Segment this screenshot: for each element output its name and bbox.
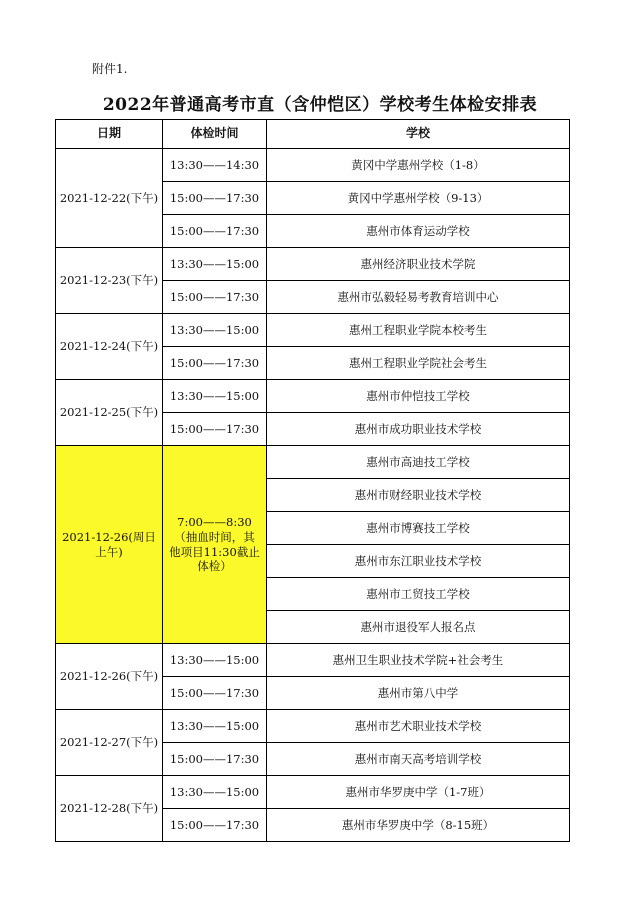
date-cell: 2021-12-25(下午): [56, 380, 163, 446]
table-row: [56, 776, 570, 809]
time-cell: 13:30——15:00: [163, 710, 267, 743]
header-school: 学校: [267, 120, 570, 149]
time-cell: 13:30——14:30: [163, 149, 267, 182]
attachment-label: 附件1.: [92, 62, 128, 76]
school-cell: 惠州市成功职业技术学校: [267, 413, 570, 446]
school-cell: 黄冈中学惠州学校（9-13）: [267, 182, 570, 215]
school-cell: 惠州市退役军人报名点: [267, 611, 570, 644]
school-cell: 惠州卫生职业技术学院+社会考生: [267, 644, 570, 677]
time-cell: 13:30——15:00: [163, 380, 267, 413]
school-cell: 惠州市博赛技工学校: [267, 512, 570, 545]
table-row: [56, 248, 570, 281]
time-cell: 13:30——15:00: [163, 776, 267, 809]
school-cell: 惠州市仲恺技工学校: [267, 380, 570, 413]
school-cell: 惠州市华罗庚中学（1-7班）: [267, 776, 570, 809]
school-cell: 惠州市工贸技工学校: [267, 578, 570, 611]
table-row: [56, 380, 570, 413]
time-cell: 15:00——17:30: [163, 215, 267, 248]
time-cell: 15:00——17:30: [163, 809, 267, 842]
school-cell: 惠州工程职业学院社会考生: [267, 347, 570, 380]
school-cell: 惠州市第八中学: [267, 677, 570, 710]
school-cell: 惠州市南天高考培训学校: [267, 743, 570, 776]
date-cell: 2021-12-22(下午): [56, 149, 163, 248]
date-cell: 2021-12-24(下午): [56, 314, 163, 380]
school-cell: 黄冈中学惠州学校（1-8）: [267, 149, 570, 182]
school-cell: 惠州经济职业技术学院: [267, 248, 570, 281]
school-cell: 惠州市华罗庚中学（8-15班）: [267, 809, 570, 842]
time-cell: 15:00——17:30: [163, 677, 267, 710]
time-cell: 13:30——15:00: [163, 248, 267, 281]
school-cell: 惠州市体育运动学校: [267, 215, 570, 248]
date-cell-highlighted: 2021-12-26(周日 上午): [56, 446, 163, 644]
time-cell: 15:00——17:30: [163, 347, 267, 380]
date-cell: 2021-12-28(下午): [56, 776, 163, 842]
date-cell: 2021-12-26(下午): [56, 644, 163, 710]
time-cell: 15:00——17:30: [163, 182, 267, 215]
school-cell: 惠州工程职业学院本校考生: [267, 314, 570, 347]
time-cell: 15:00——17:30: [163, 413, 267, 446]
school-cell: 惠州市艺术职业技术学校: [267, 710, 570, 743]
header-date: 日期: [56, 120, 163, 149]
date-cell: 2021-12-27(下午): [56, 710, 163, 776]
table-row: [56, 149, 570, 182]
school-cell: 惠州市东江职业技术学校: [267, 545, 570, 578]
date-cell: 2021-12-23(下午): [56, 248, 163, 314]
header-row: [56, 120, 570, 149]
school-cell: 惠州市弘毅轻易考教育培训中心: [267, 281, 570, 314]
time-cell: 15:00——17:30: [163, 281, 267, 314]
table-row: [56, 446, 570, 479]
page-title: 2022年普通高考市直（含仲恺区）学校考生体检安排表: [102, 95, 538, 115]
school-cell: 惠州市财经职业技术学校: [267, 479, 570, 512]
time-cell: 13:30——15:00: [163, 644, 267, 677]
time-cell: 15:00——17:30: [163, 743, 267, 776]
school-cell: 惠州市高迪技工学校: [267, 446, 570, 479]
time-cell: 13:30——15:00: [163, 314, 267, 347]
table-row: [56, 644, 570, 677]
time-cell-highlighted: 7:00——8:30 （抽血时间，其 他项目11:30截止 体检）: [163, 446, 267, 644]
table-row: [56, 314, 570, 347]
schedule-table: [55, 119, 570, 842]
header-time: 体检时间: [163, 120, 267, 149]
table-row: [56, 710, 570, 743]
